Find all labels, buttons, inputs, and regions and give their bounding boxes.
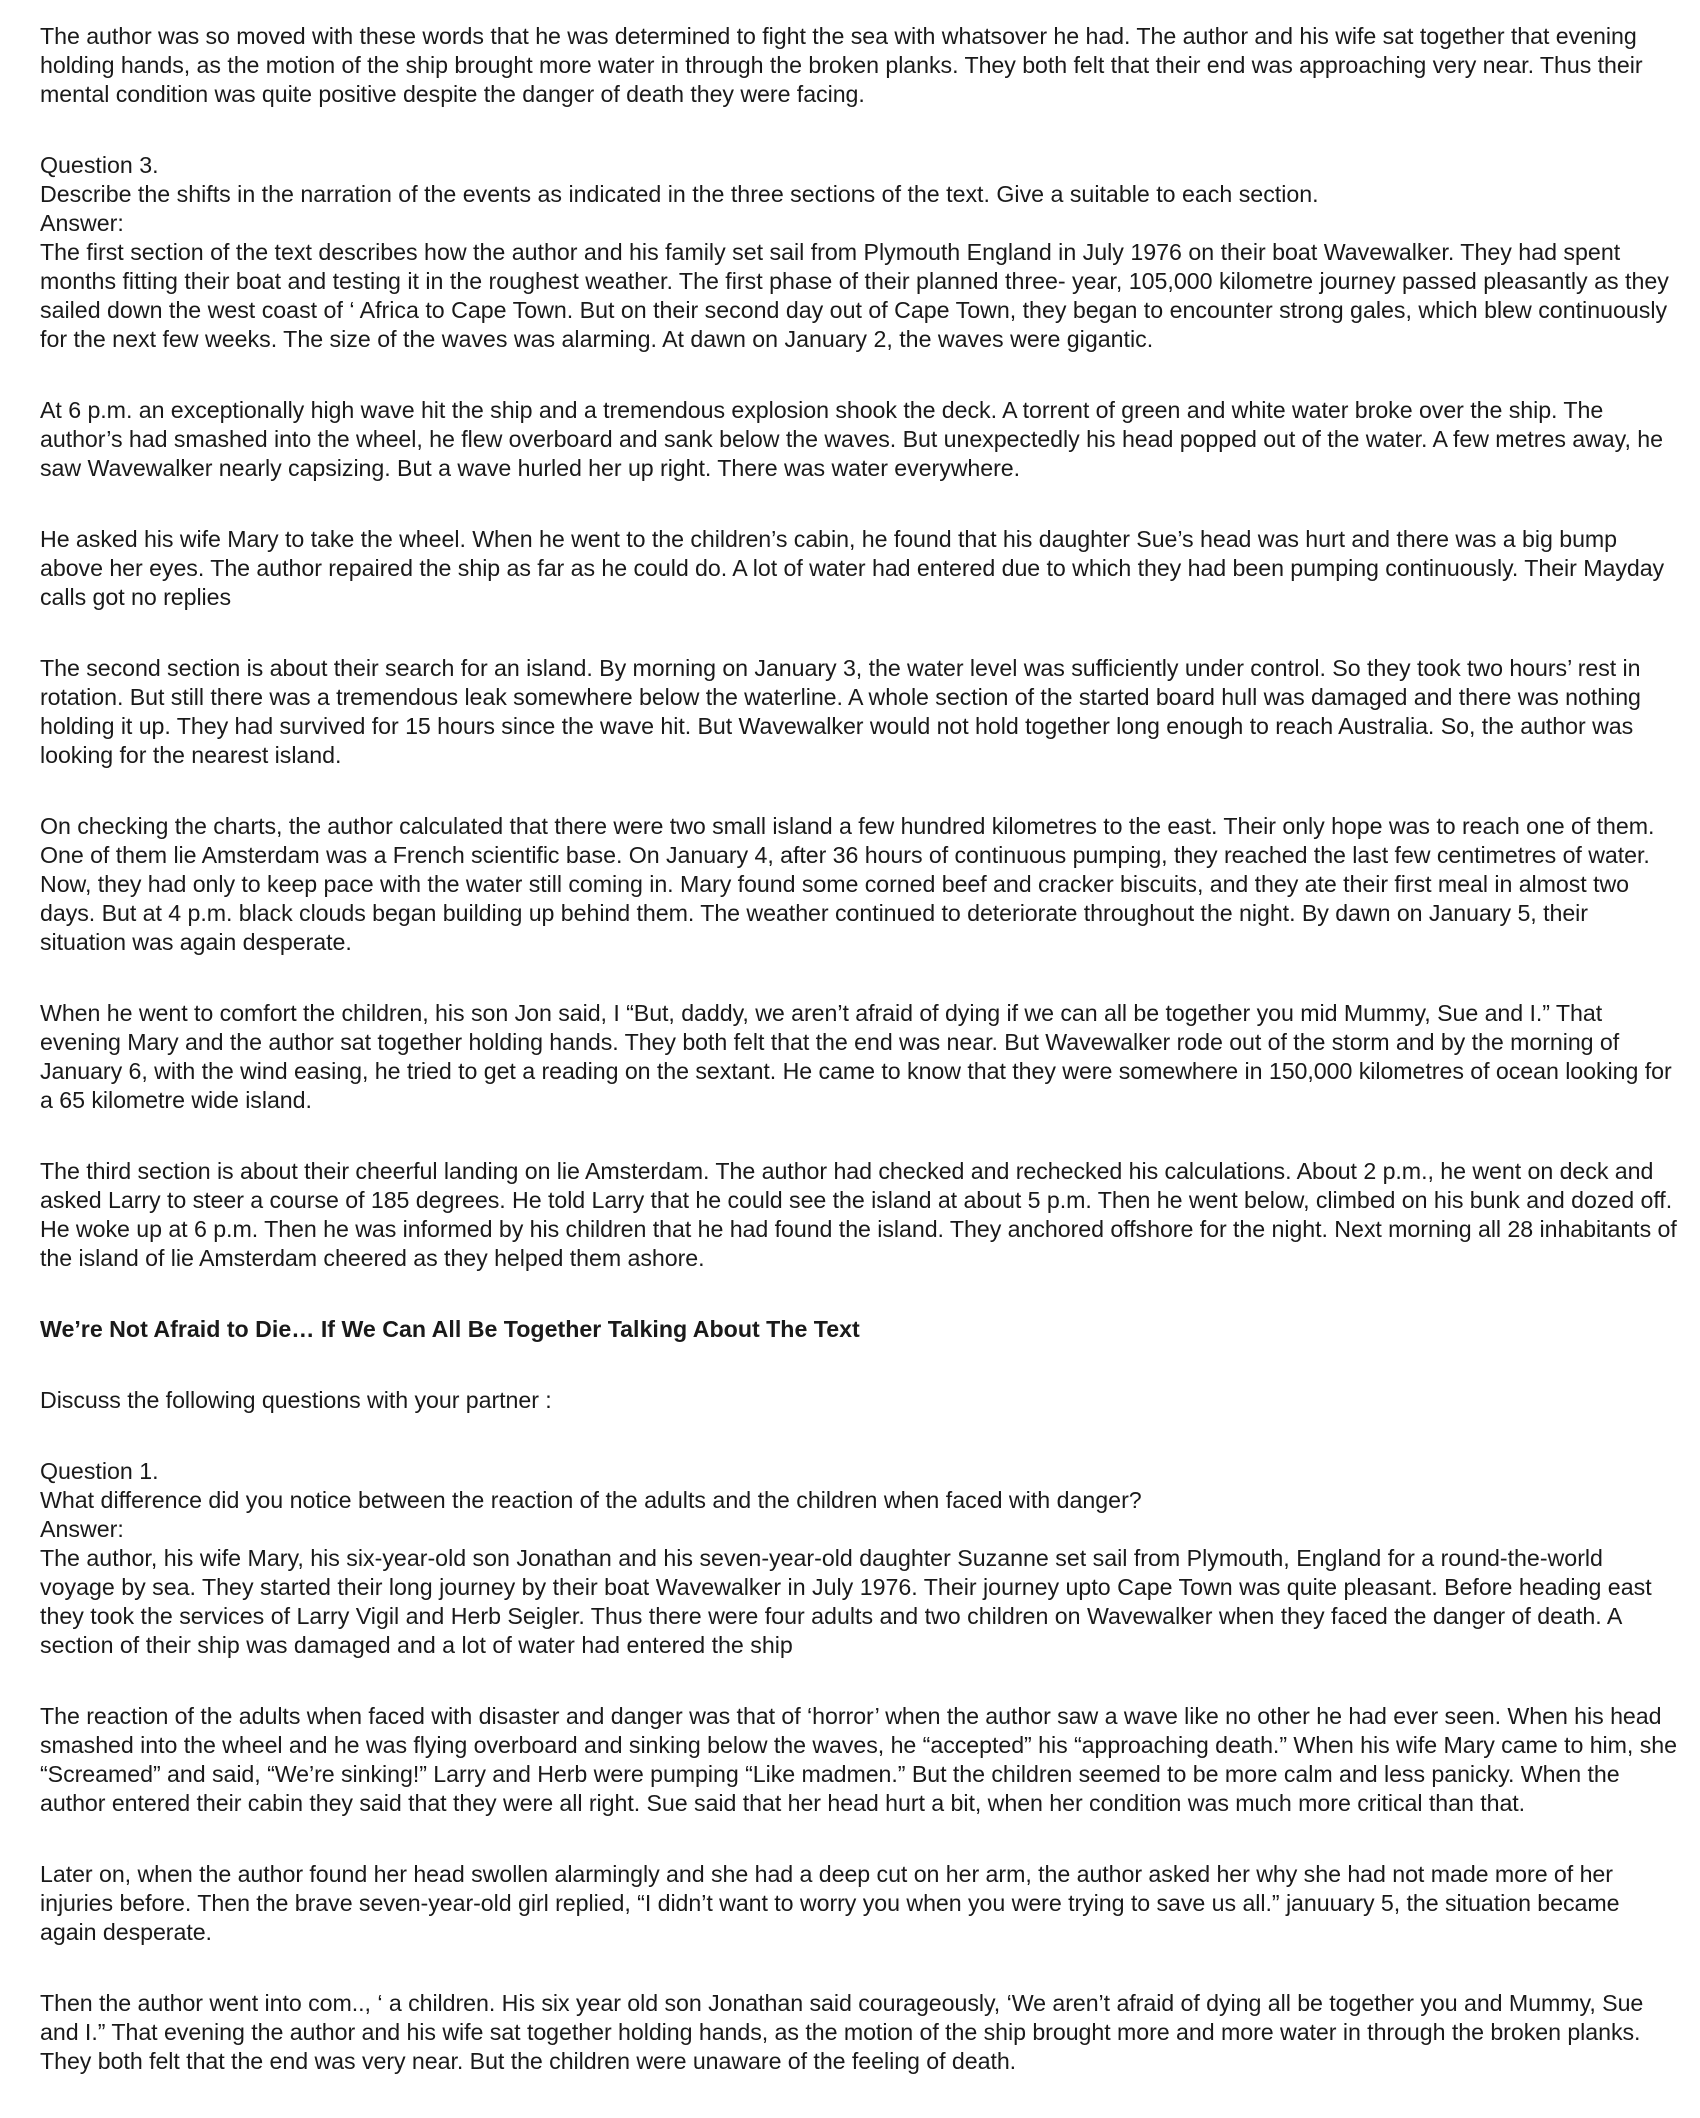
question-3-text: Describe the shifts in the narration of the events as indicated in the three sections of the text. Give a suitable to each section. — [40, 181, 1319, 207]
discuss-instruction: Discuss the following questions with your partner : — [40, 1387, 552, 1413]
question-3-answer: The first section of the text describes how the author and his family set sail from Plymouth England in July 1976 on their boat Wavewalker. They had spent months fitting their boat and testing it in the roughest weather. The first phase of their planned three- year, 105,000 kilometre journey passed pleasantly as they sailed down the west coast of ‘ Africa to Cape Town. But on their second day out of Cape Town, they began to encounter strong gales, which blew continuously for the next few weeks. The size of the waves was alarming. At dawn on January 2, the waves were gigantic. — [40, 239, 1669, 352]
question-1-answer: The author, his wife Mary, his six-year-old son Jonathan and his seven-year-old daughter Suzanne set sail from Plymouth, England for a round-the-world voyage by sea. They started their long journey by their boat Wavewalker in July 1976. Their journey upto Cape Town was quite pleasant. Before heading east they took the services of Larry Vigil and Herb Seigler. Thus there were four adults and two children on Wavewalker when they faced the danger of death. A section of their ship was damaged and a lot of water had entered the ship — [40, 1545, 1652, 1658]
question-1-text: What difference did you notice between the reaction of the adults and the children when faced with danger? — [40, 1487, 1142, 1513]
question-3-block — [40, 151, 1680, 354]
paragraph-later-on: Later on, when the author found her head swollen alarmingly and she had a deep cut on her arm, the author asked her why she had not made more of her injuries before. Then the brave seven-year-old girl replied, “I didn’t want to worry you when you were trying to save us all.” januuary 5, the situation became again desperate. — [40, 1861, 1620, 1945]
question-3-label: Question 3. — [40, 152, 159, 178]
paragraph-third-section: The third section is about their cheerful landing on lie Amsterdam. The author had checked and rechecked his calculations. About 2 p.m., he went on deck and asked Larry to steer a course of 185 degrees. He told Larry that he could see the island at about 5 p.m. Then he went below, climbed on his bunk and dozed off. He woke up at 6 p.m. Then he was informed by his children that he had found the island. They anchored offshore for the night. Next morning all 28 inhabitants of the island of lie Amsterdam cheered as they helped them ashore. — [40, 1158, 1677, 1271]
paragraph-mary-wheel: He asked his wife Mary to take the wheel. When he went to the children’s cabin, he found that his daughter Sue’s head was hurt and there was a big bump above her eyes. The author repaired the ship as far as he could do. A lot of water had entered due to which they had been pumping continuously. Their Mayday calls got no replies — [40, 526, 1665, 610]
paragraph-then-author: Then the author went into com.., ‘ a children. His six year old son Jonathan said courageously, ‘We aren’t afraid of dying all be together you and Mummy, Sue and I.” That evening the author and his wife sat together holding hands, as the motion of the ship brought more and more water in through the broken planks. They both felt that the end was very near. But the children were unaware of the feeling of death. — [40, 1990, 1644, 2074]
question-1-block — [40, 1457, 1680, 1660]
paragraph-6pm-wave: At 6 p.m. an exceptionally high wave hit the ship and a tremendous explosion shook the deck. A torrent of green and white water broke over the ship. The author’s had smashed into the wheel, he flew overboard and sank below the waves. But unexpectedly his head popped out of the water. A few metres away, he saw Wavewalker nearly capsizing. But a wave hurled her up right. There was water everywhere. — [40, 397, 1663, 481]
paragraph-charts: On checking the charts, the author calculated that there were two small island a few hundred kilometres to the east. Their only hope was to reach one of them. One of them lie Amsterdam was a French scientific base. On January 4, after 36 hours of continuous pumping, they reached the last few centimetres of water. Now, they had only to keep pace with the water still coming in. Mary found some corned beef and cracker biscuits, and they ate their first meal in almost two days. But at 4 p.m. black clouds began building up behind them. The weather continued to deteriorate throughout the night. By dawn on January 5, their situation was again desperate. — [40, 813, 1655, 955]
question-1-label: Question 1. — [40, 1458, 159, 1484]
paragraph-intro: The author was so moved with these words that he was determined to fight the sea with whatsover he had. The author and his wife sat together that evening holding hands, as the motion of the ship brought more water in through the broken planks. They both felt that their end was approaching very near. Thus their mental condition was quite positive despite the danger of death they were facing. — [40, 23, 1643, 107]
paragraph-second-section: The second section is about their search for an island. By morning on January 3, the water level was sufficiently under control. So they took two hours’ rest in rotation. But still there was a tremendous leak somewhere below the waterline. A whole section of the started board hull was damaged and there was nothing holding it up. They had survived for 15 hours since the wave hit. But Wavewalker would not hold together long enough to reach Australia. So, the author was looking for the nearest island. — [40, 655, 1641, 768]
paragraph-comfort-children: When he went to comfort the children, his son Jon said, I “But, daddy, we aren’t afraid of dying if we can all be together you mid Mummy, Sue and I.” That evening Mary and the author sat together holding hands. They both felt that the end was near. But Wavewalker rode out of the storm and by the morning of January 6, with the wind easing, he tried to get a reading on the sextant. He came to know that they were somewhere in 150,000 kilometres of ocean looking for a 65 kilometre wide island. — [40, 1000, 1672, 1113]
question-3-answer-label: Answer: — [40, 210, 124, 236]
paragraph-adult-reaction: The reaction of the adults when faced with disaster and danger was that of ‘horror’ when the author saw a wave like no other he had ever seen. When his head smashed into the wheel and he was flying overboard and sinking below the waves, he “accepted” his “approaching death.” When his wife Mary came to him, she “Screamed” and said, “We’re sinking!” Larry and Herb were pumping “Like madmen.” But the children seemed to be more calm and less panicky. When the author entered their cabin they said that they were all right. Sue said that her head hurt a bit, when her condition was much more critical than that. — [40, 1703, 1677, 1816]
section-heading: We’re Not Afraid to Die… If We Can All Be Together Talking About The Text — [40, 1316, 860, 1342]
question-1-answer-label: Answer: — [40, 1516, 124, 1542]
